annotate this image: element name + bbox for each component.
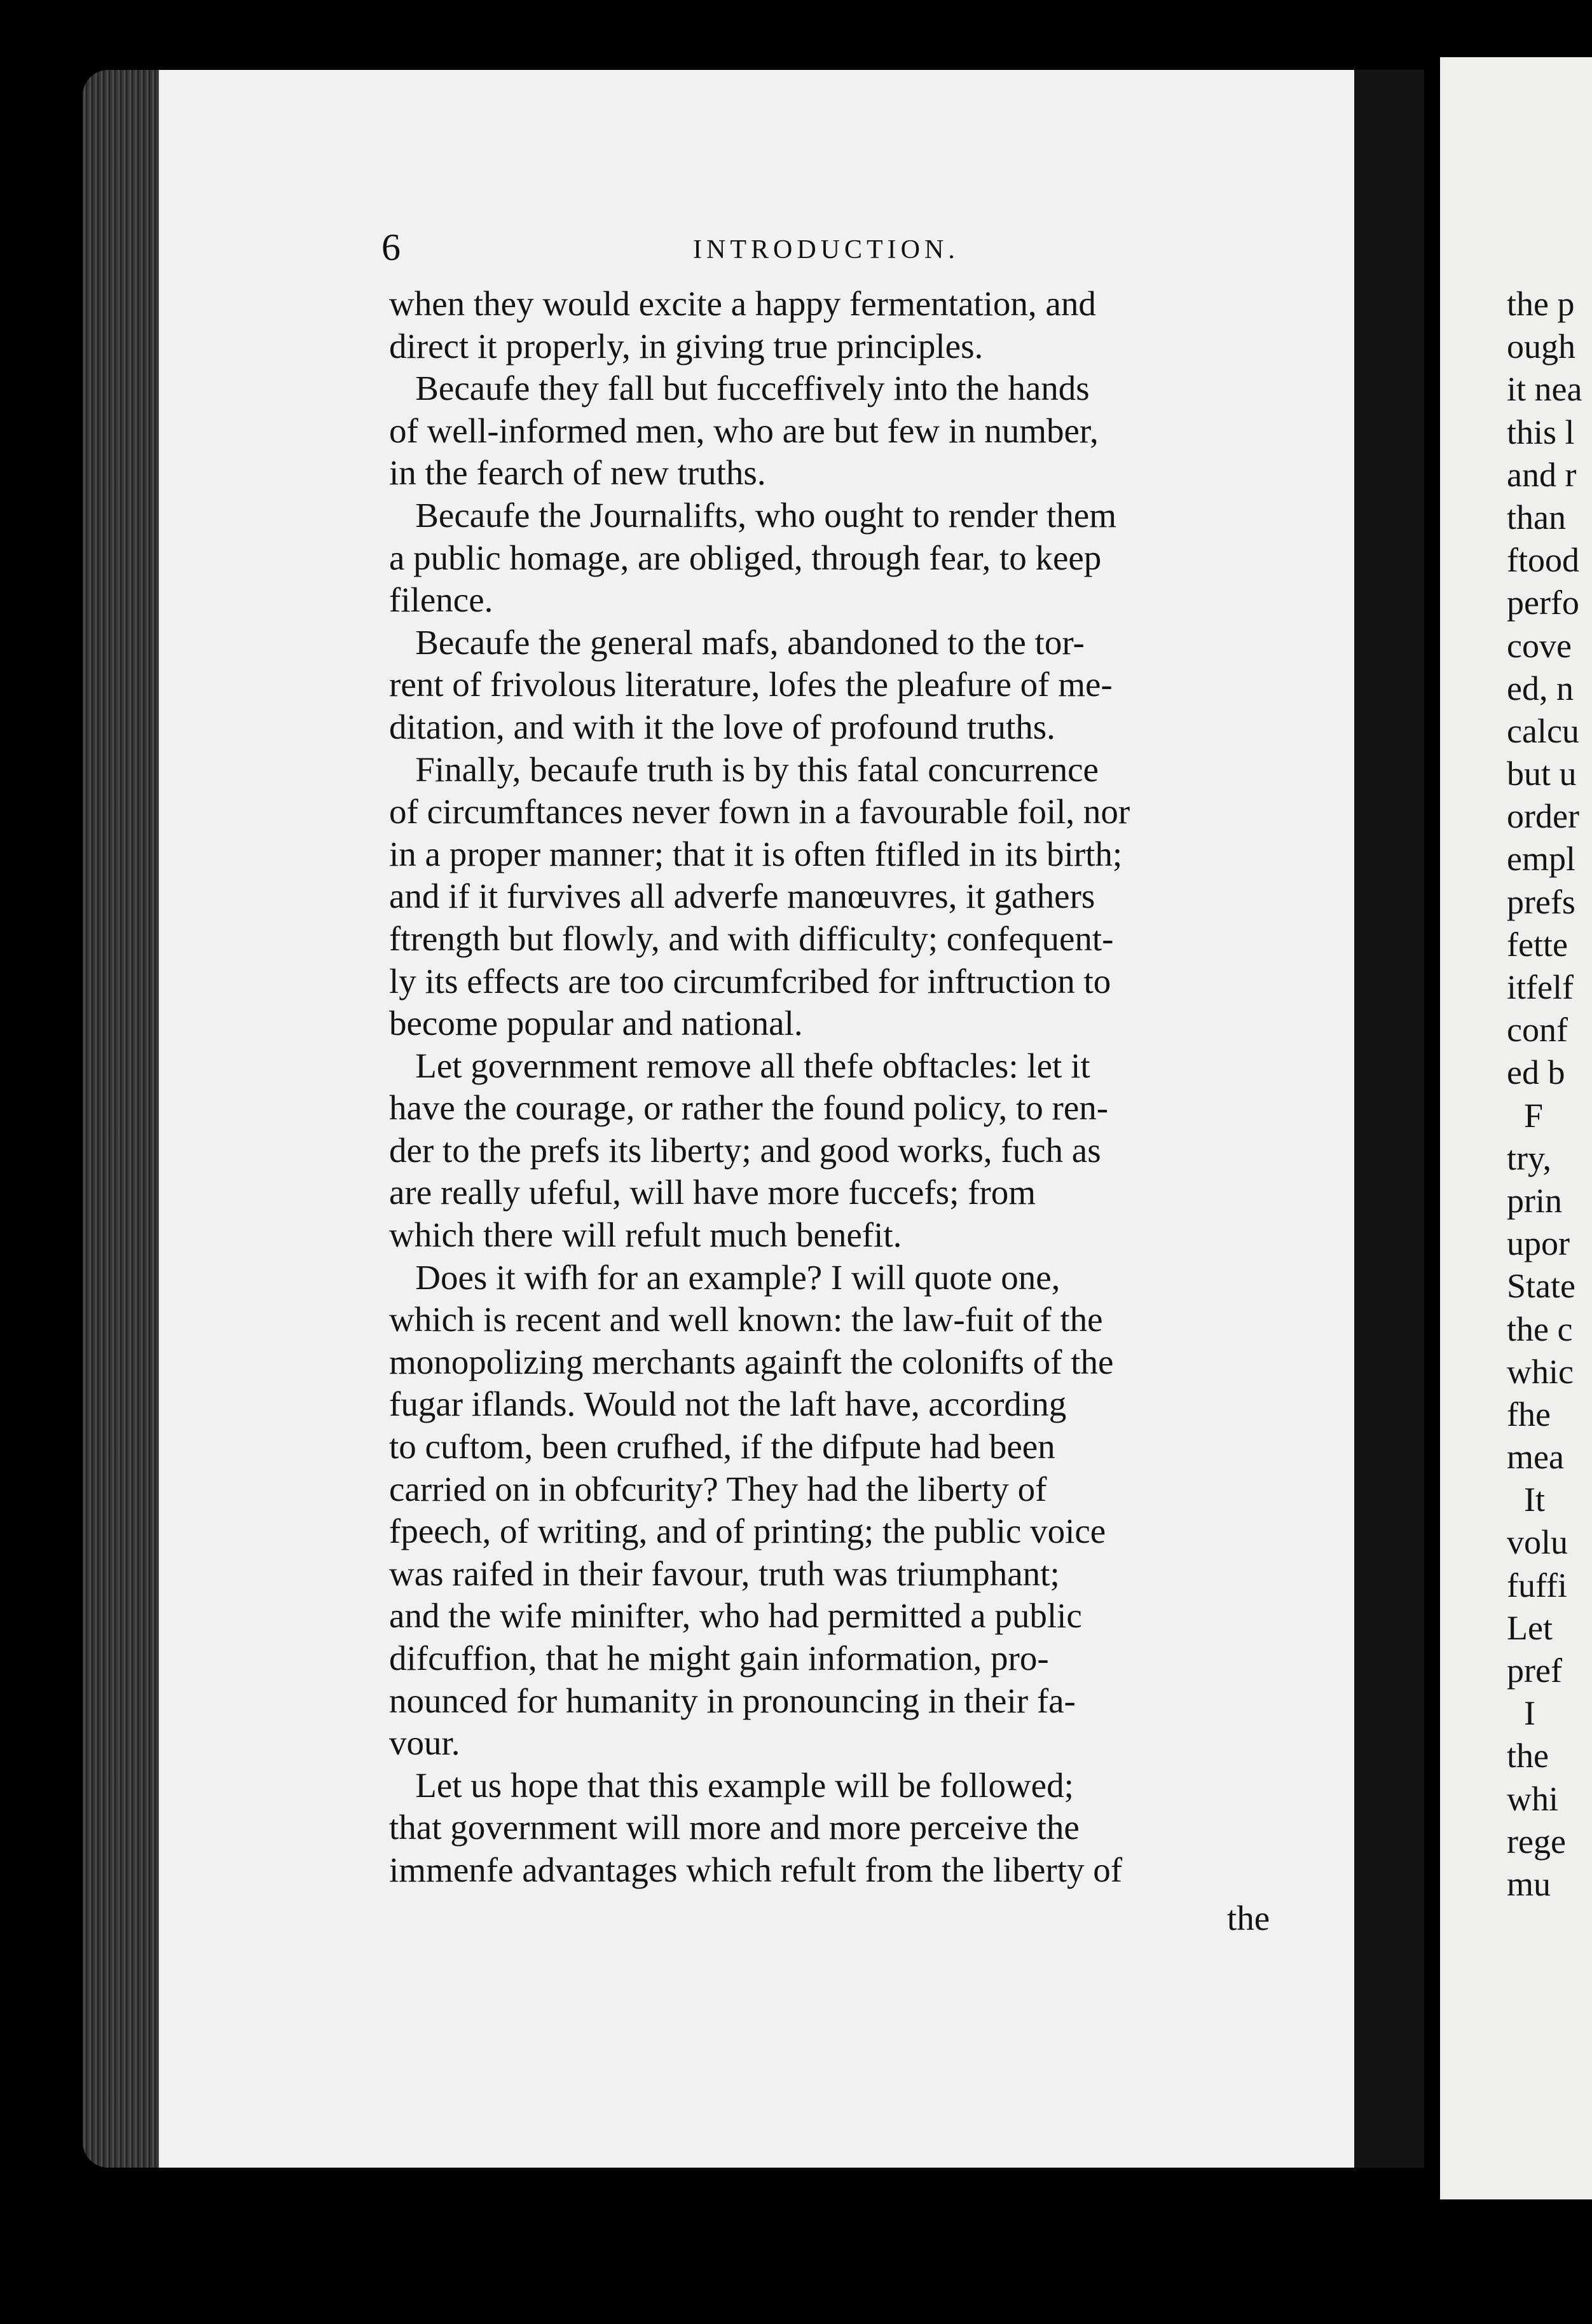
facing-text-line: itfelf xyxy=(1507,968,1574,1006)
text-line: ly its effects are too circumfcribed for inftruction to xyxy=(389,961,1111,1001)
running-title: INTRODUCTION. xyxy=(693,235,959,264)
text-line: Finally, becaufe truth is by this fatal concurrence xyxy=(389,749,1099,789)
facing-page-text xyxy=(1507,283,1592,1906)
facing-text-line: ed b xyxy=(1507,1053,1565,1092)
facing-text-line: whi xyxy=(1507,1779,1558,1818)
facing-text-line: prin xyxy=(1507,1181,1562,1220)
page-number: 6 xyxy=(381,226,401,268)
text-line: nounced for humanity in pronouncing in their fa- xyxy=(389,1681,1076,1720)
text-line: are really ufeful, will have more fuccefs; from xyxy=(389,1173,1036,1212)
facing-text-line: ed, n xyxy=(1507,669,1574,707)
text-line: filence. xyxy=(389,580,493,620)
text-line: and if it furvives all adverfe manœuvres, it gathers xyxy=(389,877,1095,916)
text-line: rent of frivolous literature, lofes the pleafure of me- xyxy=(389,665,1113,704)
facing-text-line: conf xyxy=(1507,1011,1568,1049)
facing-text-line: order xyxy=(1507,797,1579,836)
facing-text-line: calcu xyxy=(1507,711,1579,750)
text-line: direct it properly, in giving true principles. xyxy=(389,326,984,366)
facing-text-line: volu xyxy=(1507,1523,1568,1562)
facing-text-line: whic xyxy=(1507,1352,1574,1391)
text-line: carried on in obfcurity? They had the liberty of xyxy=(389,1469,1047,1508)
text-line: of circumftances never fown in a favourable foil, nor xyxy=(389,792,1130,831)
text-line: was raifed in their favour, truth was triumphant; xyxy=(389,1554,1060,1593)
facing-text-line: mea xyxy=(1507,1438,1564,1477)
text-line: der to the prefs its liberty; and good works, fuch as xyxy=(389,1130,1101,1170)
facing-text-line: ftood xyxy=(1507,541,1579,580)
text-line: Let us hope that this example will be followed; xyxy=(389,1765,1074,1805)
facing-text-line: it nea xyxy=(1507,370,1582,409)
text-line: which is recent and well known: the law-fuit of the xyxy=(389,1300,1103,1339)
facing-text-line: rege xyxy=(1507,1822,1566,1861)
facing-text-line: fuffi xyxy=(1507,1566,1567,1604)
text-line: in a proper manner; that it is often ftifled in its birth; xyxy=(389,834,1123,873)
facing-text-line: ough xyxy=(1507,327,1575,366)
text-line: when they would excite a happy fermentation, and xyxy=(389,284,1096,323)
facing-text-line: perfo xyxy=(1507,584,1579,622)
facing-text-line: this l xyxy=(1507,413,1575,451)
facing-text-line: the c xyxy=(1507,1309,1573,1348)
text-line: monopolizing merchants againft the colonifts of the xyxy=(389,1342,1114,1381)
text-line: fugar iflands. Would not the laft have, according xyxy=(389,1384,1067,1424)
facing-text-line: cove xyxy=(1507,626,1572,665)
text-line: vour. xyxy=(389,1723,460,1763)
text-line: ditation, and with it the love of profound truths. xyxy=(389,707,1055,746)
running-head xyxy=(381,226,1354,277)
facing-text-line: try, xyxy=(1507,1138,1551,1177)
book-spine-edge xyxy=(83,70,165,2168)
facing-text-line: mu xyxy=(1507,1864,1551,1903)
facing-text-line: the xyxy=(1507,1737,1549,1775)
facing-text-line: but u xyxy=(1507,755,1577,793)
text-line: ftrength but flowly, and with difficulty; confequent- xyxy=(389,919,1114,958)
page-gutter xyxy=(1354,70,1424,2168)
body-text xyxy=(389,283,1298,1892)
text-line: immenfe advantages which refult from the liberty of xyxy=(389,1850,1123,1889)
facing-text-line: and r xyxy=(1507,455,1577,494)
text-line: Becaufe the Journalifts, who ought to render them xyxy=(389,495,1116,535)
text-line: fpeech, of writing, and of printing; the public voice xyxy=(389,1512,1106,1551)
text-line: in the fearch of new truths. xyxy=(389,453,766,493)
facing-text-line: empl xyxy=(1507,840,1575,878)
text-line: and the wife minifter, who had permitted a public xyxy=(389,1596,1082,1636)
text-line: which there will refult much benefit. xyxy=(389,1215,902,1255)
text-line: a public homage, are obliged, through fear, to keep xyxy=(389,538,1102,577)
facing-text-line: F xyxy=(1507,1096,1544,1135)
facing-text-line: than xyxy=(1507,498,1566,537)
facing-text-line: pref xyxy=(1507,1651,1562,1690)
facing-text-line: fette xyxy=(1507,925,1568,964)
text-line: that government will more and more perceive the xyxy=(389,1808,1080,1847)
text-line: Does it wifh for an example? I will quote one, xyxy=(389,1257,1060,1297)
text-line: become popular and national. xyxy=(389,1004,803,1043)
facing-text-line: It xyxy=(1507,1480,1545,1519)
text-line: of well-informed men, who are but few in number, xyxy=(389,411,1099,450)
facing-text-line: the p xyxy=(1507,285,1575,323)
text-line: difcuffion, that he might gain information, pro- xyxy=(389,1639,1049,1678)
catchword: the xyxy=(1227,1899,1270,1938)
facing-text-line: Let xyxy=(1507,1608,1553,1647)
text-line: Becaufe they fall but fucceffively into the hands xyxy=(389,369,1090,408)
facing-text-line: I xyxy=(1507,1694,1535,1733)
facing-text-line: prefs xyxy=(1507,882,1575,921)
text-line: have the courage, or rather the found policy, to ren- xyxy=(389,1088,1109,1128)
text-line: Becaufe the general mafs, abandoned to the tor- xyxy=(389,622,1085,662)
text-line: to cuftom, been crufhed, if the difpute had been xyxy=(389,1427,1055,1466)
facing-text-line: State xyxy=(1507,1267,1575,1306)
facing-text-line: upor xyxy=(1507,1224,1570,1263)
facing-text-line: fhe xyxy=(1507,1395,1551,1433)
text-line: Let government remove all thefe obftacles: let it xyxy=(389,1046,1090,1085)
